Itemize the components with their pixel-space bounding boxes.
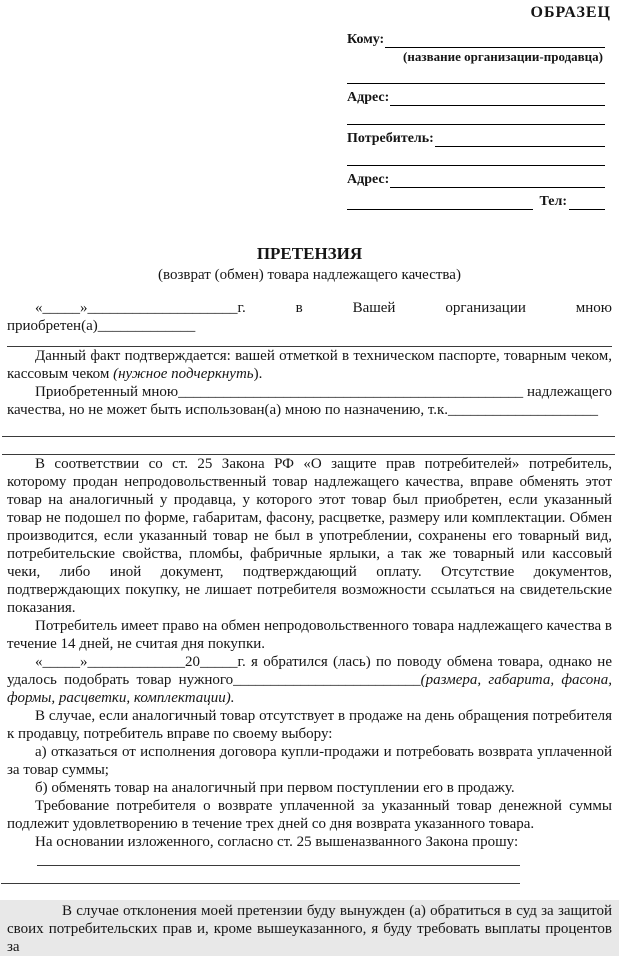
blank-line [347,147,605,166]
text-run: б) обменять товар на аналогичный при первом поступлении его в продажу. [35,780,515,796]
paragraph [7,617,612,653]
text-run: В случае, если аналогичный товар отсутствует в продаже на день обращения потребителя к продавцу, потребитель вправе по своему выбору: [7,708,612,742]
blank-line [347,209,533,210]
recipient-field-row [347,166,605,188]
paragraph [7,347,612,383]
title-block [0,244,619,284]
text-run: Данный факт подтверждается: вашей отметкой в техническом паспорте, товарным чеком, кассовым чеком [7,348,612,382]
blank-line [347,65,605,84]
text-run: «_____»____________________г. в Вашей организации мною приобретен(а)_____________ [7,300,612,334]
blank-line-row [347,65,605,84]
recipient-field-row [347,84,605,106]
paragraph [7,779,612,797]
blank-line [569,209,605,210]
writing-line [2,437,615,455]
paragraph [7,707,612,743]
italic-text-run: (размера, габарита, фасона, формы, расцветки, комплектации). [7,672,612,706]
blank-line-row [347,106,605,125]
text-run: Требование потребителя о возврате уплаченной за указанный товар денежной суммы подлежит удовлетворению в течение трех дней со дня возврата указанного товара. [7,798,612,832]
recipient-field-row [347,26,605,48]
field-label: Кому: [347,32,385,47]
document-body [7,299,612,956]
field-caption: (название организации-продавца) [403,49,603,64]
field-label: Потребитель: [347,131,434,146]
text-run: а) отказаться от исполнения договора купли-продажи и потребовать возврата уплаченной за товар суммы; [7,744,612,778]
text-run: «_____»_____________20_____г. я обратился (лась) по поводу обмена товара, однако не удалось подобрать товар нужного_________________________ [7,654,612,688]
italic-text-run: (нужное подчеркнуть [113,366,254,382]
blank-line [347,106,605,125]
document-subtitle: (возврат (обмен) товара надлежащего качества) [158,267,461,283]
paragraph [7,299,612,335]
phone-label: Тел: [539,194,567,209]
paragraph [7,833,612,851]
phone-row [347,188,605,210]
recipient-field-row [347,125,605,147]
text-run: На основании изложенного, согласно ст. 25 вышеназванного Закона прошу: [35,834,519,850]
paragraph [7,902,612,956]
text-run: Потребитель имеет право на обмен непродовольственного товара надлежащего качества в течение 14 дней, не считая дня покупки. [7,618,612,652]
paragraph [7,455,612,617]
text-run: В соответствии со ст. 25 Закона РФ «О защите прав потребителей» потребитель, которому продан непродовольственный товар надлежащего качества, вправе обменять этот товар на аналогичный у продавца, у которого этот товар был приобретен, если указанный товар не подошел по форме, габаритам, фасону, расцветке, размеру или комплектации. Обмен производится, если указанный товар не был в употреблении, сохранены его товарный вид, потребительские свойства, пломбы, фабричные ярлыки, а так же товарный или кассовый чеки, либо иной документ, подтверждающий оплату. Отсутствие документов, подтверждающих покупку, не лишает потребителя возможности ссылаться на свидетельские показания. [7,456,612,616]
text-run: Приобретенный мною______________________________________________ надлежащего качества, но не может быть использован(а) мною по назначению, т.к.____________________ [7,384,612,418]
paragraph [7,653,612,707]
writing-line [2,419,615,437]
paragraph [7,743,612,779]
writing-line [37,851,520,866]
blank-line [390,187,605,188]
recipient-block [347,26,605,210]
field-label: Адрес: [347,90,390,105]
text-run: ). [253,366,263,382]
writing-line [7,335,612,347]
paragraph [7,797,612,833]
writing-line [1,866,520,884]
text-run: В случае отклонения моей претензии буду вынужден (а) обратиться в суд за защитой своих потребительских прав и, кроме вышеуказанного, я буду требовать выплаты процентов за [7,903,612,955]
field-label: Адрес: [347,172,390,187]
paragraph [7,383,612,419]
document-title: ПРЕТЕНЗИЯ [256,244,363,263]
sample-stamp: ОБРАЗЕЦ [530,4,611,21]
blank-line-row [347,147,605,166]
